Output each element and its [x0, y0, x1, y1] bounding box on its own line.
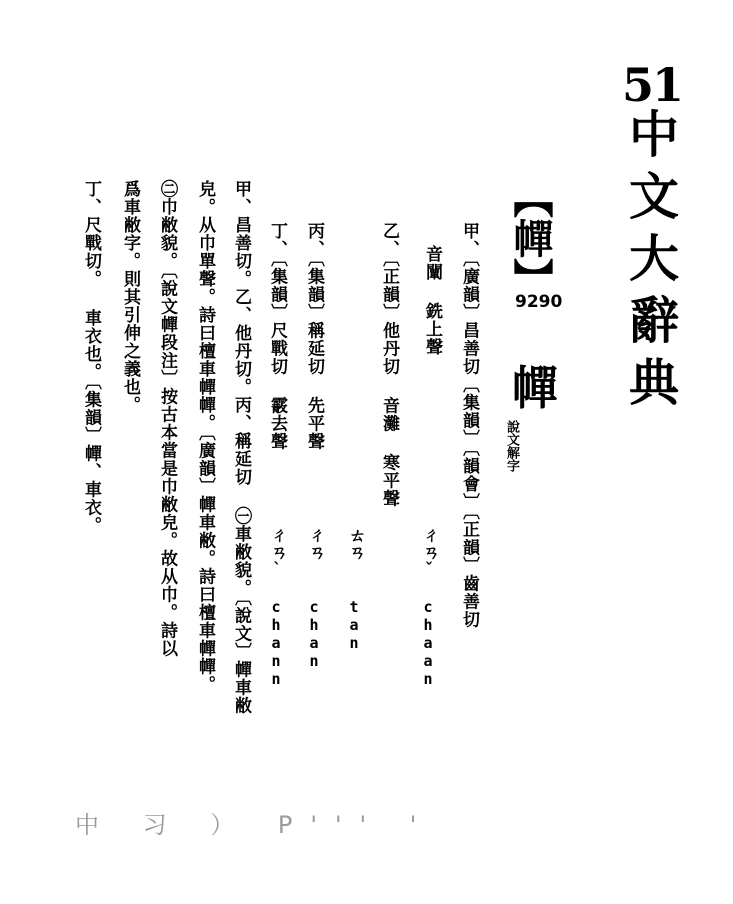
- reading-d-roman: chann: [267, 598, 285, 688]
- definition-line-3: ㊁巾敝貌。〔說文幝段注〕按古本當是巾敝皃。故从巾。詩以: [157, 180, 177, 658]
- entry-headword: 【幝】: [507, 178, 554, 298]
- definition-line-1: 甲、昌善切。乙、他丹切。丙、稱延切 ㊀車敝貌。〔說文〕幝車敝: [231, 180, 251, 715]
- seal-script-character: 幝: [512, 361, 558, 415]
- definition-line-2: 皃。从巾單聲。詩曰檀車幝幝。〔廣韻〕幝車敝。詩曰檀車幝幝。: [195, 180, 215, 694]
- reading-c-roman: chan: [305, 598, 323, 670]
- reading-d-phonetic: ㄔㄢˋ: [267, 526, 287, 580]
- reading-b-phonetic: ㄊㄢ: [345, 526, 365, 560]
- book-title: 中文大辭典: [621, 108, 680, 418]
- reading-a-roman: chaan: [419, 598, 437, 688]
- seal-source-label: 說文解字: [504, 420, 519, 472]
- reading-c: 丙、〔集韻〕稱延切 先平聲: [304, 222, 324, 451]
- reading-d: 丁、〔集韻〕尺戰切 霰去聲: [267, 222, 287, 451]
- reading-b-roman: tan: [345, 598, 363, 652]
- reading-a: 甲、〔廣韻〕昌善切〔集韻〕〔韻會〕〔正韻〕齒善切: [459, 222, 479, 629]
- entry-number: 9290: [515, 292, 563, 312]
- definition-line-4: 爲車敝字。則其引伸之義也。: [120, 180, 140, 414]
- reading-a-phonetic: ㄔㄢˇ: [419, 526, 439, 580]
- volume-number: 51: [622, 58, 683, 112]
- reading-c-phonetic: ㄔㄢ: [305, 526, 325, 560]
- handwritten-annotation: 中 习 ） P''' ': [75, 811, 435, 839]
- definition-line-5: 丁、尺戰切。 車衣也。〔集韻〕幝、車衣。: [81, 180, 101, 535]
- reading-a-sub: 音闡 銑上聲: [422, 245, 442, 356]
- reading-b: 乙、〔正韻〕他丹切 音灘 寒平聲: [379, 222, 399, 508]
